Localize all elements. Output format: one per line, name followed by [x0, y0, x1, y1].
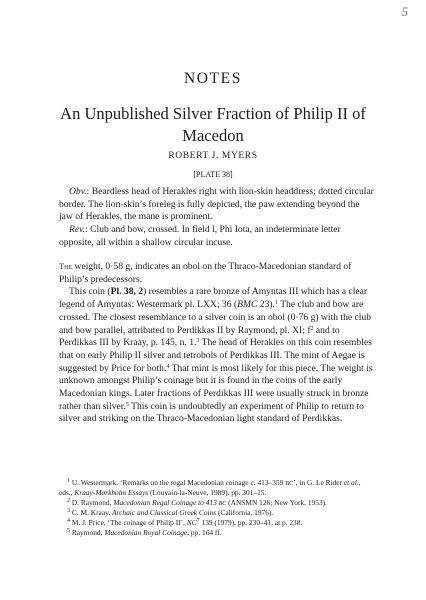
coin-description — [59, 186, 375, 250]
article-title: An Unpublished Silver Fraction of Philip II of Macedon — [60, 104, 366, 145]
lead-word: The — [59, 262, 73, 271]
footnote-text: ’, in G. Le Rider — [293, 478, 344, 487]
plate-reference: [PLATE 38] — [193, 170, 233, 179]
footnote-text: Raymond, — [70, 528, 105, 537]
footnote-3 — [59, 508, 375, 518]
footnote-text: D. Raymond, — [70, 498, 114, 507]
footnote-smallcaps: bc — [285, 478, 294, 487]
footnote-italic: et al. — [343, 478, 359, 487]
footnote-text: 413–359 — [255, 478, 286, 487]
footnote-number: 3 — [67, 508, 70, 514]
footnote-smallcaps: bc — [218, 498, 227, 507]
footnote-text: (ANSMN 126; New York, 1953). — [226, 498, 327, 507]
footnote-text: C. M. Kraay, — [70, 508, 113, 517]
footnote-italic: c. — [250, 478, 256, 487]
footnote-text: , eds., — [59, 478, 361, 497]
footnote-number: 5 — [67, 528, 70, 534]
footnote-marker[interactable]: 1 — [274, 300, 278, 307]
footnote-text: 139 (1979), pp. 230–41, at p. 238. — [199, 518, 303, 527]
paragraph-weight — [59, 261, 375, 286]
footnote-number: 2 — [67, 498, 70, 504]
page-number: 5 — [401, 4, 408, 19]
footnote-text: U. Westermark, ‘Remarks on the regal Macedonian coinage — [70, 478, 251, 487]
reverse-text: : Club and bow, crossed. In field l, Phi Iota, an indeterminate letter opposite, all within a shallow circular incuse. — [59, 224, 341, 248]
footnote-text: (California, 1976). — [216, 508, 274, 517]
author-name: ROBERT J. MYERS — [168, 151, 258, 161]
footnote-italic: Archaic and Classical Greek Coins — [112, 508, 217, 517]
para-text: The club and bow are crossed. The closest resemblance to a silver coin is an obol (0·76 g) with the club and bow parallel, attributed to Perdikkas II by Raymond, pl. XI; f — [59, 299, 372, 336]
plate-ref-bold: Pl. 38, 2 — [110, 286, 144, 298]
footnote-italic: Macedonian Royal Coinage — [104, 528, 188, 537]
reverse-label: Rev. — [69, 224, 86, 236]
bmc-ref: BMC — [237, 299, 258, 311]
footnote-italic — [113, 498, 226, 507]
footnote-text: , pp. 164 ff. — [187, 528, 222, 537]
footnote-number: 4 — [67, 518, 70, 524]
obverse-text: : Beardless head of Herakles right with lion-skin headdress; dotted circular border. The lion-skin’s foreleg is fully depicted, the paw extending beyond the jaw of Herakles, the mane is prominent. — [59, 186, 374, 223]
obverse-label: Obv. — [69, 186, 87, 197]
footnote-text: (Louvain-la-Neuve, 1989), pp. 301–15. — [148, 488, 267, 497]
footnote-text: M. J. Price, ‘The coinage of Philip II’, — [70, 518, 187, 527]
footnote-italic: Kraay-Mørkholm Essays — [74, 488, 149, 497]
footnote-1 — [59, 478, 375, 498]
footnote-4 — [59, 518, 375, 528]
footnotes — [59, 478, 375, 538]
series-superscript: 7 — [196, 518, 200, 524]
footnote-marker[interactable]: 5 — [125, 401, 129, 408]
reverse-description — [59, 224, 375, 249]
footnote-marker[interactable]: 3 — [196, 338, 200, 345]
footnote-number: 1 — [67, 478, 70, 484]
footnote-italic-text: Macedonian Regal Coinage to 413 — [113, 498, 219, 507]
para-text: 23). — [257, 299, 275, 311]
footnote-marker[interactable]: 2 — [310, 325, 314, 332]
para-text: ) resembles a rare bronze of Amyntas III which has a clear legend of Amyntas: Westermark pl. LXX; 36 ( — [59, 286, 368, 311]
obverse-description — [59, 186, 375, 224]
para-text: and to Perdikkas III by Kraay, p. 145, n. 1. — [59, 324, 340, 349]
para-text: The head of Herakles on this coin resembles that on early Philip II silver and tetrobols of Perdikkas III. The mint of Aegae is suggested by Price for both. — [59, 337, 372, 374]
footnote-2 — [59, 498, 375, 508]
para-text: This coin is undoubtedly an experiment of Philip to return to silver and striking on the Thraco-Macedonian light standard of Perdikkas. — [59, 400, 364, 425]
paragraph-resemblance — [59, 286, 375, 426]
para-text: That mint is most likely for this piece. The weight is unknown amongst Philip’s coinage but it is found in the coins of the early Macedonian kings. Later fractions of Perdikkas III were usually struck in bronze rather than silver. — [59, 362, 373, 412]
paragraph-weight-text: weight, 0·58 g, indicates an obol on the Thraco-Macedonian standard of Philip’s predecessors. — [59, 261, 352, 285]
section-heading: NOTES — [184, 70, 242, 87]
para-text: This coin ( — [69, 286, 111, 298]
footnote-5 — [59, 528, 375, 538]
footnote-italic: NC — [186, 518, 197, 527]
article-body — [59, 261, 375, 426]
footnote-marker[interactable]: 4 — [166, 363, 170, 370]
